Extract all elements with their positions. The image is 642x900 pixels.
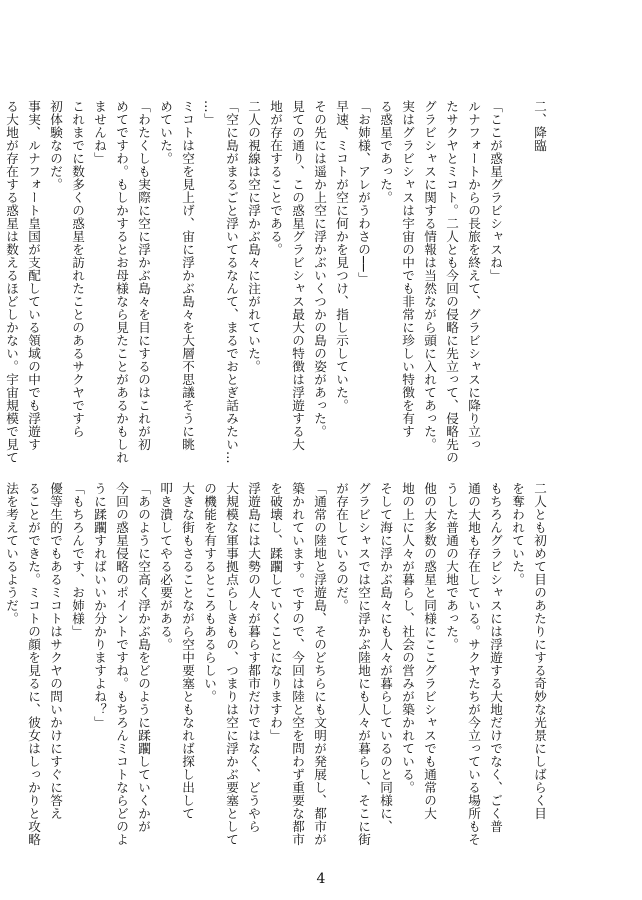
- text-line: 地の上に人々が暮らし、社会の営みが築かれている。: [400, 482, 415, 794]
- text-line: 「わたくしも実際に空に浮かぶ島々を目にするのはこれが初: [136, 100, 151, 451]
- text-line: めてですわ。もしかするとお母様なら見たことがあるかもしれ: [114, 100, 129, 464]
- text-line: [506, 100, 528, 400]
- text-line: 優等生的でもあるミコトはサクヤの問いかけにすぐに答え: [48, 482, 63, 820]
- text-line: が存在しているのだ。: [334, 482, 349, 612]
- page-number: 4: [316, 871, 326, 887]
- text-line: ることができた。ミコトの顔を見るに、彼女はしっかりと攻略: [26, 482, 41, 846]
- lower-text-block: [4, 482, 550, 846]
- text-line: 早速、ミコトが空に何かを見つけ、指し示していた。: [334, 100, 349, 412]
- upper-text-block: [4, 100, 550, 464]
- text-line: 今回の惑星侵略のポイントですね。もちろんミコトならどのよ: [114, 482, 129, 846]
- text-line: る大地が存在する惑星は数えるほどしかない。宇宙規模で見て: [4, 100, 19, 464]
- text-line: 他の大多数の惑星と同様にここグラビシャスでも通常の大: [422, 482, 437, 820]
- text-line: うに蹂躙すればいいか分かりますよね？」: [92, 482, 107, 729]
- text-line: 二人とも初めて目のあたりにする奇妙な光景にしばらく目: [532, 482, 547, 820]
- text-line: 初体験なのだ。: [48, 100, 63, 191]
- text-line: 浮遊島には大勢の人々が暮らす都市だけではなく、どうやら: [246, 482, 261, 833]
- text-line: 見ての通り、この惑星グラビシャス最大の特徴は浮遊する大: [290, 100, 305, 451]
- text-line: たサクヤとミコト。二人とも今回の侵略に先立って、侵略先の: [444, 100, 459, 464]
- text-line: 地が存在することである。: [268, 100, 283, 256]
- text-line: ミコトは空を見上げ、宙に浮かぶ島々を大層不思議そうに眺: [180, 100, 195, 451]
- text-line: 法を考えているようだ。: [4, 482, 19, 625]
- text-line: 「あのように空高く浮かぶ島をどのように蹂躙していくかが: [136, 482, 151, 833]
- text-line: その先には遥か上空に浮かぶいくつかの島の姿があった。: [312, 100, 327, 438]
- text-line: 大きな街もさることながら空中要塞ともなれば探し出して: [180, 482, 195, 820]
- chapter-heading: 二、降臨: [532, 100, 547, 152]
- text-line: グラビシャスでは空に浮かぶ陸地にも人々が暮らし、そこに街: [356, 482, 371, 846]
- text-line: を破壊し、蹂躙していくことになりますわ」: [268, 482, 283, 742]
- text-line: ルナフォートからの長旅を終えて、グラビシャスに降り立っ: [466, 100, 481, 451]
- text-line: 築かれています。ですので、今回は陸と空を問わず重要な都市: [290, 482, 305, 846]
- text-line: 「もちろんです、お姉様」: [70, 482, 85, 638]
- text-line: の機能を有するところもあるらしい。: [202, 482, 217, 703]
- text-line: 通の大地も存在している。サクヤたちが今立っている場所もそ: [466, 482, 481, 846]
- text-line: 「お姉様、アレがうわさの──」: [356, 100, 371, 285]
- text-line: 「空に島がまるごと浮いてるなんて、まるでおとぎ話みたい…: [224, 100, 239, 464]
- text-line: 叩き潰してやる必要がある。: [158, 482, 173, 651]
- text-line: 大規模な軍事拠点らしきもの、つまりは空に浮かぶ要塞として: [224, 482, 239, 846]
- text-line: 事実、ルナフォート皇国が支配している領域の中でも浮遊す: [26, 100, 41, 451]
- text-line: る惑星であった。: [378, 100, 393, 204]
- text-line: めていた。: [158, 100, 173, 165]
- text-line: もちろんグラビシャスには浮遊する大地だけでなく、ごく普: [488, 482, 503, 833]
- text-line: 「通常の陸地と浮遊島、そのどちらにも文明が発展し、都市が: [312, 482, 327, 846]
- text-line: グラビシャスに関する情報は当然ながら頭に入れてあった。: [422, 100, 437, 451]
- text-line: そして海に浮かぶ島々にも人々が暮らしているのと同様に、: [378, 482, 393, 833]
- text-line: 二人の視線は空に浮かぶ島々に注がれていた。: [246, 100, 261, 373]
- text-line: …」: [202, 100, 217, 126]
- text-line: 実はグラビシャスは宇宙の中でも非常に珍しい特徴を有す: [400, 100, 415, 438]
- text-line: これまでに数多くの惑星を訪れたことのあるサクヤですら: [70, 100, 85, 438]
- text-line: ませんね」: [92, 100, 107, 165]
- text-line: を奪われていた。: [510, 482, 525, 586]
- text-line: うした普通の大地であった。: [444, 482, 459, 651]
- text-line: 「ここが惑星グラビシャスね」: [488, 100, 503, 282]
